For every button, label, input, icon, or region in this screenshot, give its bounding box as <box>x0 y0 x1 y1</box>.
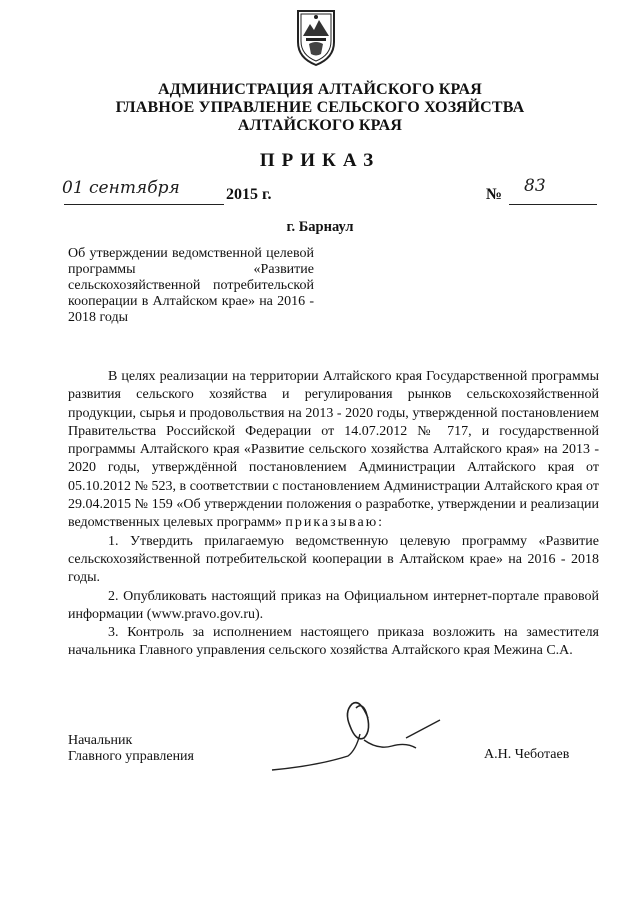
preamble-text: В целях реализации на территории Алтайского края Государственной программы развития сельского хозяйства и регулирования рынков сельскохозяйственной продукции, сырья и продовольствия на 2013 - 2020 годы, утвержденной постановлением Правительства Российской Федерации от 14.07.2012 № 717, и государственной программы Алтайского края «Развитие сельского хозяйства Алтайского края» на 2013 - 2020 годы, утверждённой постановлением Администрации Алтайского края от 05.10.2012 № 523, в соответствии с постановлением Администрации Алтайского края от 29.04.2015 № 159 «Об утверждении положения о разработке, утверждении и реализации ведомственных целевых программ» <box>68 369 599 531</box>
preamble-paragraph <box>68 368 599 533</box>
signatory-name: А.Н. Чеботаев <box>484 747 570 762</box>
order-item-1: 1. Утвердить прилагаемую ведомственную целевую программу «Развитие сельскохозяйственной потребительской кооперации в Алтайском крае» на 2016 - 2018 годы. <box>68 533 599 586</box>
order-subject: Об утверждении ведомственной целевой программы «Развитие сельскохозяйственной потребительской кооперации в Алтайском крае» на 2016 - 2018 годы <box>68 246 314 325</box>
handwritten-date: 01 сентября <box>62 178 180 198</box>
handwritten-number: 83 <box>524 176 546 196</box>
header-line-3: АЛТАЙСКОГО КРАЯ <box>237 117 403 134</box>
order-word: приказываю: <box>285 515 385 531</box>
signatory-position-line-2: Главного управления <box>68 749 194 764</box>
order-body <box>68 368 599 661</box>
handwritten-signature <box>256 690 446 772</box>
city: г. Барнаул <box>286 219 354 235</box>
date-underline <box>64 204 224 205</box>
date-year: 2015 г. <box>226 186 272 203</box>
header-line-2: ГЛАВНОЕ УПРАВЛЕНИЕ СЕЛЬСКОГО ХОЗЯЙСТВА <box>115 99 525 116</box>
signatory-position <box>68 733 194 765</box>
header-line-1: АДМИНИСТРАЦИЯ АЛТАЙСКОГО КРАЯ <box>158 81 482 98</box>
document-title: ПРИКАЗ <box>259 150 381 171</box>
order-item-3: 3. Контроль за исполнением настоящего приказа возложить на заместителя начальника Главного управления сельского хозяйства Алтайского края Межина С.А. <box>68 625 599 659</box>
number-label: № <box>486 186 503 203</box>
order-item-2: 2. Опубликовать настоящий приказ на Официальном интернет-портале правовой информации (www.pravo.gov.ru). <box>68 588 599 622</box>
number-underline <box>509 204 597 205</box>
coat-of-arms-emblem <box>293 6 339 68</box>
signatory-position-line-1: Начальник <box>68 733 133 748</box>
